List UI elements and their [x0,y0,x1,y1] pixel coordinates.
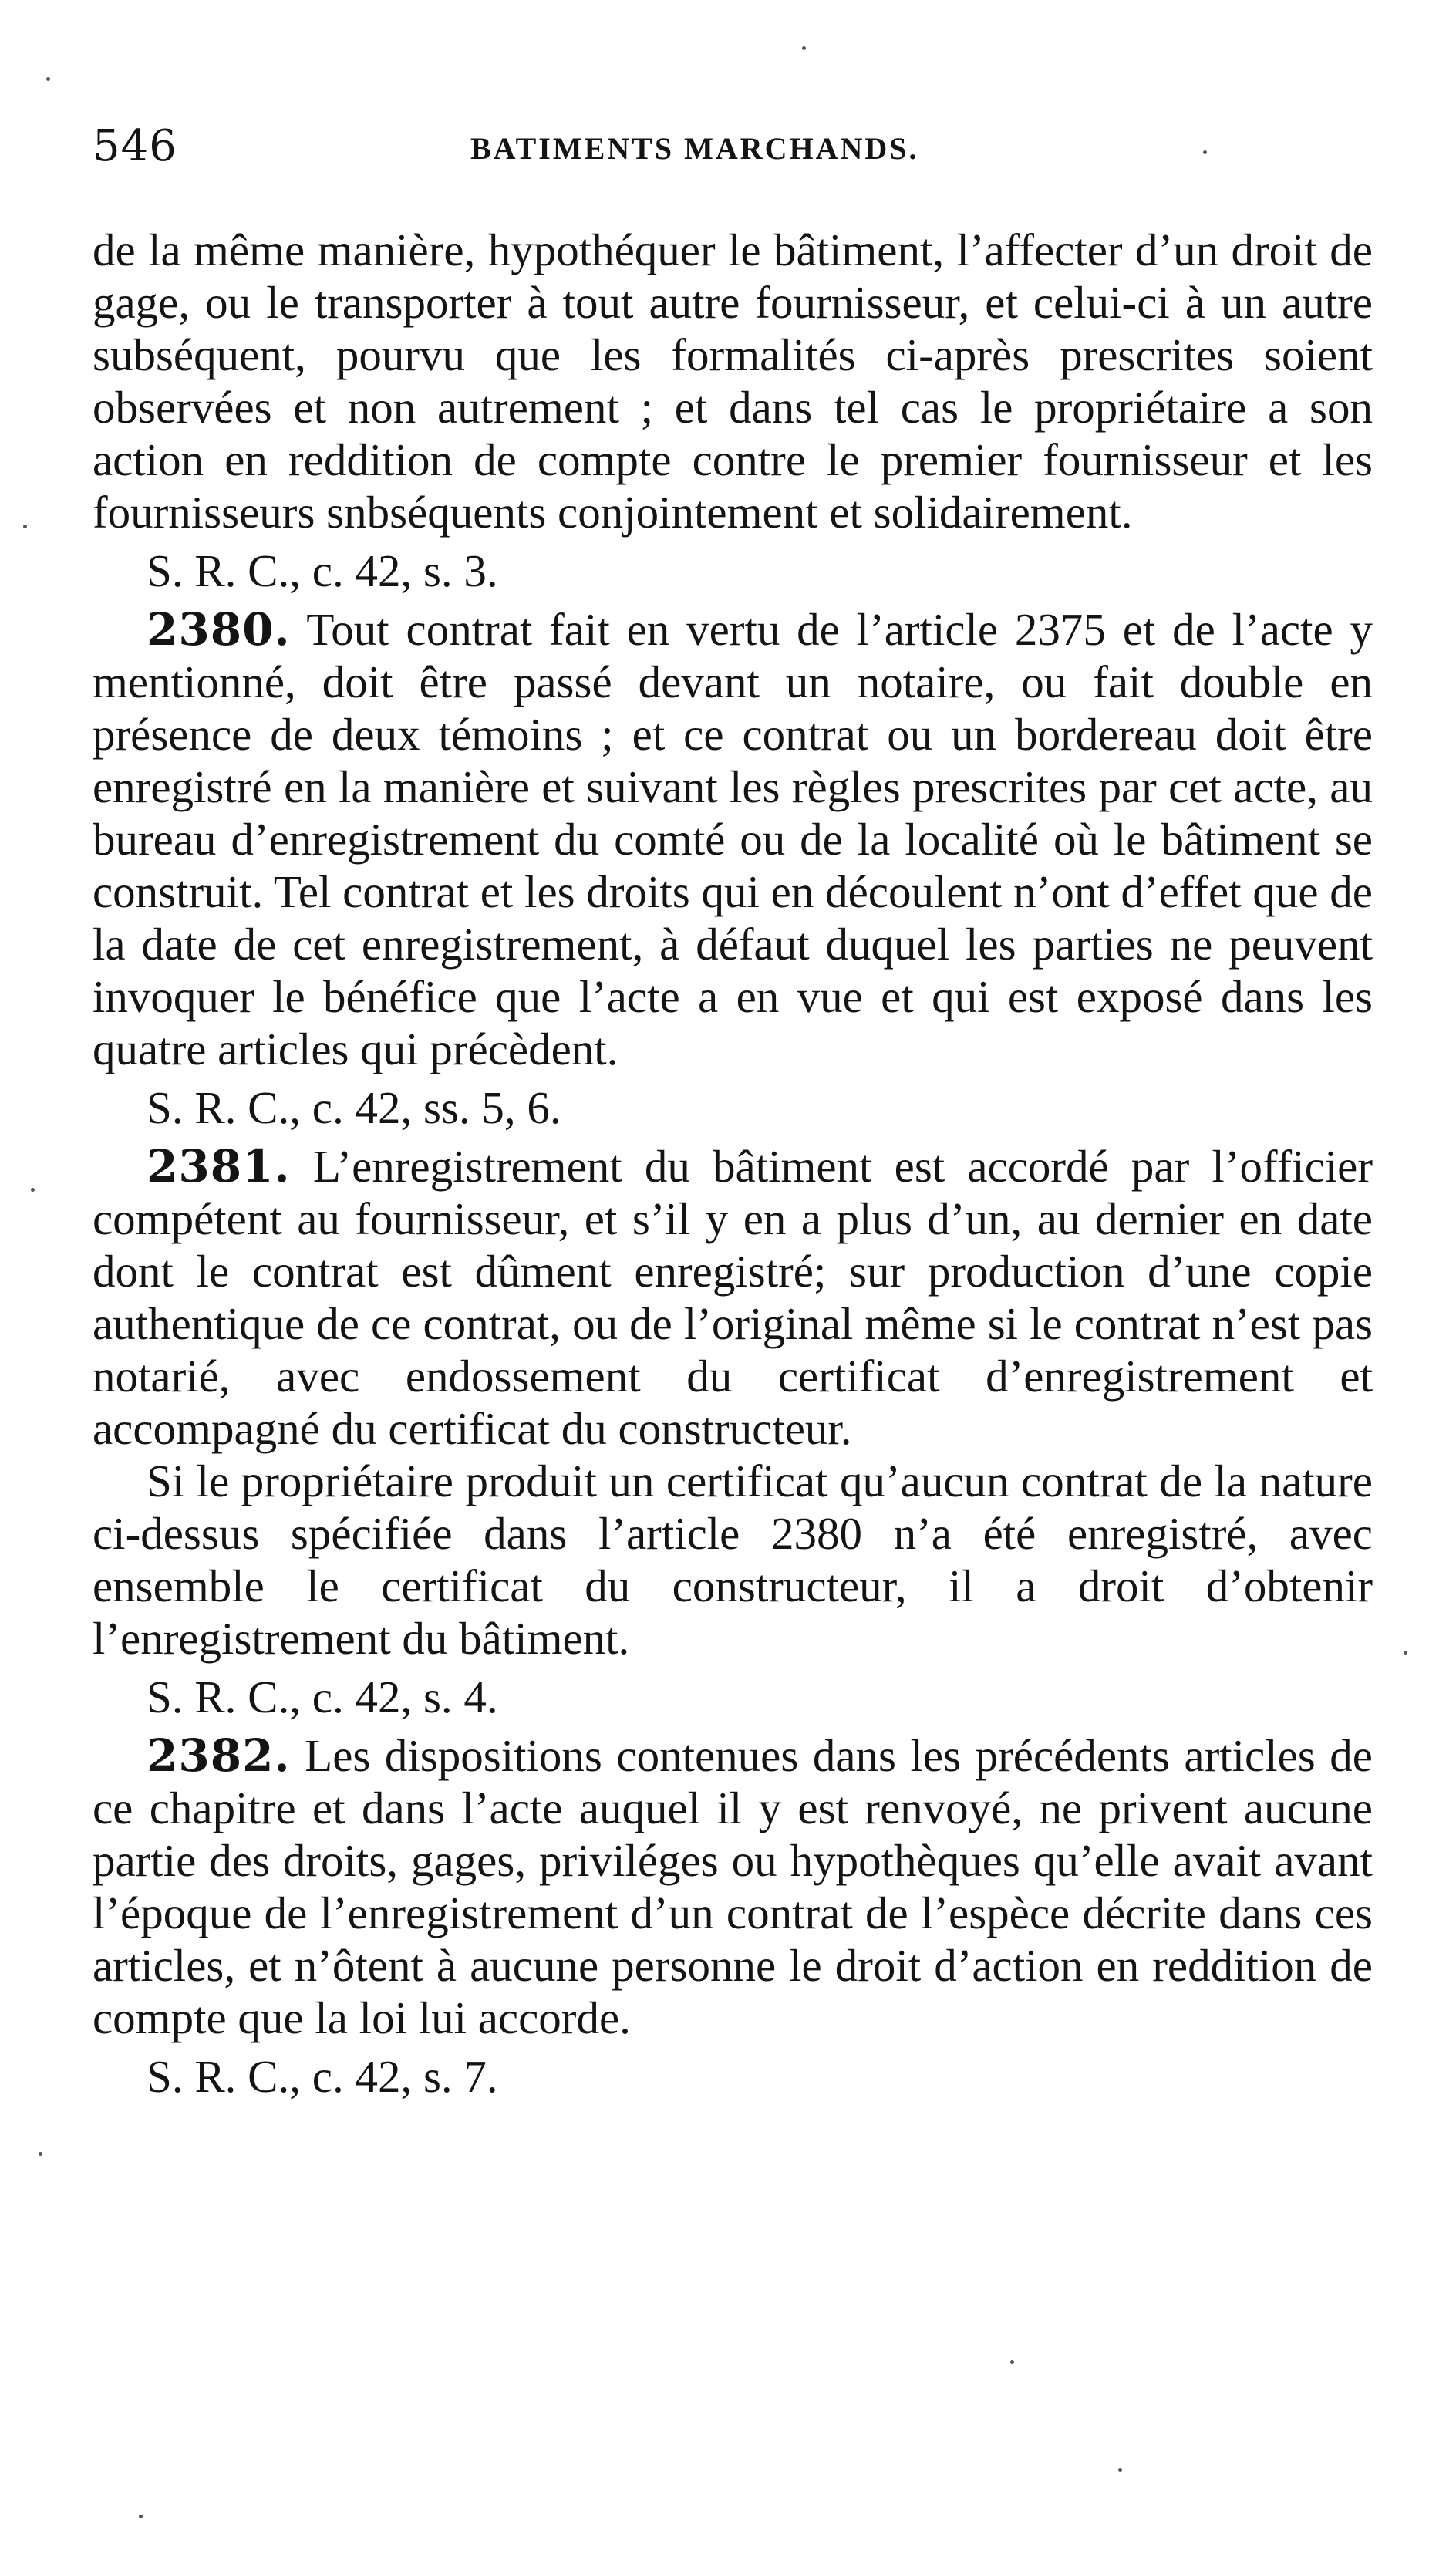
page-body [93,224,1373,2109]
citation: S. R. C., c. 42, ss. 5, 6. [147,1082,561,1133]
article-number: 2382. [147,1729,291,1782]
continuation-paragraph: de la même manière, hypothéquer le bâtiment, l’affecter d’un droit de gage, ou le transporter à tout autre fournisseur, et celui-ci à un autre subséquent, pourvu que les formalités ci-après prescrites soient observées et non autrement ; et dans tel cas le propriétaire a son action en reddition de compte contre le premier fournisseur et les fournisseurs snbséquents conjointement et solidairement. [93,224,1373,538]
page-header [93,116,1380,177]
article-2380 [93,603,1373,1075]
article-2381 [93,1140,1373,1455]
citation: S. R. C., c. 42, s. 7. [147,2051,498,2102]
article-text: Les dispositions contenues dans les précédents articles de ce chapitre et dans l’acte auquel il y est renvoyé, ne privent aucune partie des droits, gages, priviléges ou hypothèques qu’elle avait avant l’époque de l’enregistrement d’un contrat de l’espèce décrite dans ces articles, et n’ôtent à aucune personne le droit d’action en reddition de compte que la loi lui accorde. [93,1730,1373,2043]
article-number: 2380. [147,603,291,656]
scan-speck [1203,150,1207,154]
scan-speck [46,77,50,81]
scan-speck [23,525,27,528]
scan-speck [1404,1651,1407,1655]
article-text: L’enregistrement du bâtiment est accordé par l’officier compétent au fournisseur, et s’il y en a plus d’un, au dernier en date dont le contrat est dûment enregistré; sur production d’une copie authentique de ce contrat, ou de l’original même si le contrat n’est pas notarié, avec endossement du certificat d’enregistrement et accompagné du certificat du constructeur. [93,1141,1373,1454]
scan-speck [139,2515,143,2518]
scan-speck [802,46,806,50]
scan-speck [31,1188,35,1192]
scan-speck [39,2152,42,2156]
citation: S. R. C., c. 42, s. 3. [147,545,498,596]
article-2382 [93,1729,1373,2044]
scan-speck [1118,2468,1122,2472]
article-2381-paragraph-2: Si le propriétaire produit un certificat qu’aucun contrat de la nature ci-dessus spécifiée dans l’article 2380 n’a été enregistré, avec ensemble le certificat du constructeur, il a droit d’obtenir l’enregistrement du bâtiment. [93,1456,1373,1664]
page-number: 546 [93,121,177,171]
scan-speck [1010,2360,1014,2364]
article-text: Tout contrat fait en vertu de l’article 2375 et de l’acte y mentionné, doit être passé devant un notaire, ou fait double en présence de deux témoins ; et ce contrat ou un bordereau doit être enregistré en la manière et suivant les règles prescrites par cet acte, au bureau d’enregistrement du comté ou de la localité où le bâtiment se construit. Tel contrat et les droits qui en découlent n’ont d’effet que de la date de cet enregistrement, à défaut duquel les parties ne peuvent invoquer le bénéfice que l’acte a en vue et qui est exposé dans les quatre articles qui précèdent. [93,604,1373,1074]
citation: S. R. C., c. 42, s. 4. [147,1671,498,1722]
running-head: BATIMENTS MARCHANDS. [470,131,919,166]
article-number: 2381. [147,1140,291,1192]
